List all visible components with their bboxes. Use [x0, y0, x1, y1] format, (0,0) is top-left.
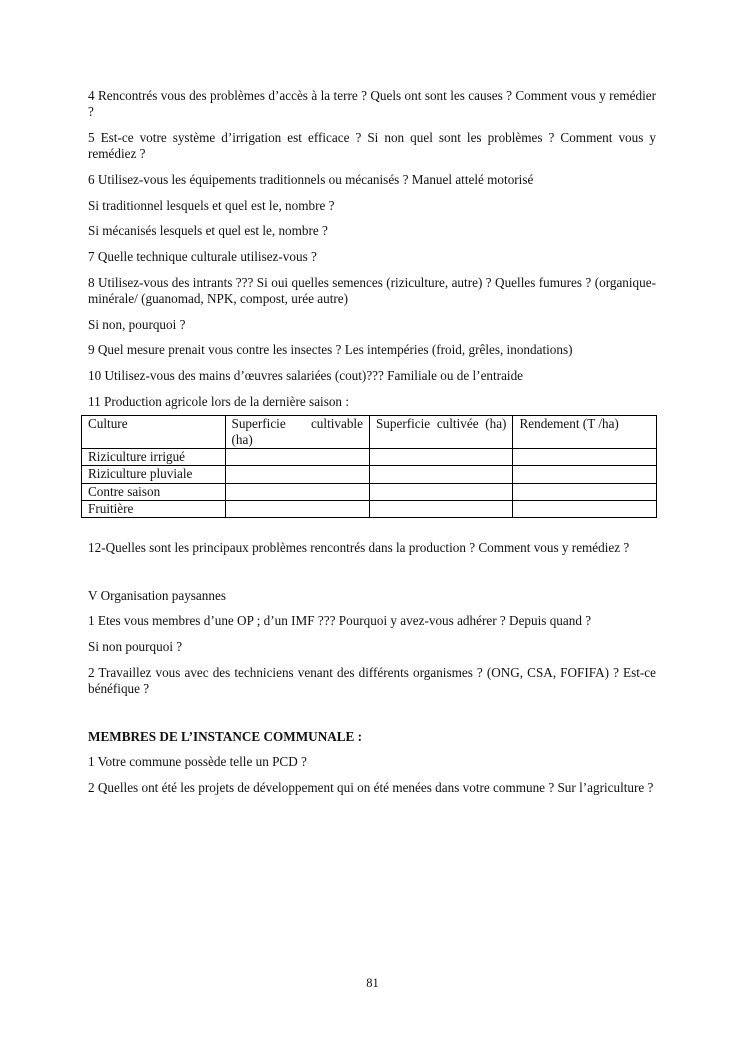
table-cell — [369, 483, 512, 500]
question-11: 11 Production agricole lors de la dernière saison : — [88, 393, 349, 409]
header-rendement: Rendement (T /ha) — [513, 415, 657, 448]
question-6-traditional: Si traditionnel lesquels et quel est le, nombre ? — [88, 197, 335, 213]
page-number: 81 — [366, 976, 379, 990]
question-6-mechanized: Si mécanisés lesquels et quel est le, nombre ? — [88, 223, 328, 239]
table-row — [82, 466, 657, 483]
section-v-title: V Organisation paysannes — [88, 587, 226, 603]
question-10: 10 Utilisez-vous des mains d’œuvres salariées (cout)??? Familiale ou de l’entraide — [88, 367, 524, 383]
table-cell — [513, 500, 657, 517]
row-label: Fruitière — [82, 500, 226, 517]
section-v-question-1: 1 Etes vous membres d’une OP ; d’un IMF ??? Pourquoi y avez-vous adhérer ? Depuis quand ? — [88, 613, 592, 629]
spacer — [88, 566, 656, 588]
table-cell — [225, 466, 369, 483]
commune-question-1: 1 Votre commune possède telle un PCD ? — [88, 754, 307, 770]
table-cell — [225, 483, 369, 500]
table-cell — [369, 466, 512, 483]
question-7: 7 Quelle technique culturale utilisez-vous ? — [88, 248, 317, 264]
section-commune-title: MEMBRES DE L’INSTANCE COMMUNALE : — [88, 728, 363, 744]
table-cell — [369, 500, 512, 517]
table-cell — [513, 483, 657, 500]
spacer — [88, 707, 656, 729]
question-6: 6 Utilisez-vous les équipements traditionnels ou mécanisés ? Manuel attelé motorisé — [88, 171, 534, 187]
document-page — [88, 88, 656, 806]
question-9: 9 Quel mesure prenait vous contre les insectes ? Les intempéries (froid, grêles, inondations) — [88, 342, 573, 358]
question-8: 8 Utilisez-vous des intrants ??? Si oui quelles semences (riziculture, autre) ? Quelles fumures ? (organique-minérale/ (guanomad, NPK, compost, urée autre) — [88, 274, 656, 306]
header-superficie-cultivee: Superficie cultivée (ha) — [369, 415, 512, 448]
row-label: Riziculture irrigué — [82, 449, 226, 466]
table-row — [82, 483, 657, 500]
table-header-row — [82, 415, 657, 448]
commune-question-2: 2 Quelles ont été les projets de développement qui on été menées dans votre commune ? Sur l’agriculture ? — [88, 780, 654, 796]
header-superficie-cultivable: Superficie cultivable (ha) — [225, 415, 369, 448]
row-label: Contre saison — [82, 483, 226, 500]
table-row — [82, 500, 657, 517]
question-12: 12-Quelles sont les principaux problèmes rencontrés dans la production ? Comment vous y remédiez ? — [88, 540, 630, 556]
section-v-question-2: 2 Travaillez vous avec des techniciens venant des différents organismes ? (ONG, CSA, FOFIFA) ? Est-ce bénéfique ? — [88, 664, 656, 697]
row-label: Riziculture pluviale — [82, 466, 226, 483]
question-8-no: Si non, pourquoi ? — [88, 316, 186, 332]
section-v-question-1-no: Si non pourquoi ? — [88, 639, 183, 655]
question-5: 5 Est-ce votre système d’irrigation est efficace ? Si non quel sont les problèmes ? Comment vous y remédiez ? — [88, 129, 656, 162]
header-culture: Culture — [82, 415, 226, 448]
table-cell — [225, 449, 369, 466]
production-table — [81, 415, 657, 518]
table-cell — [513, 449, 657, 466]
question-4: 4 Rencontrés vous des problèmes d’accès à la terre ? Quels ont sont les causes ? Comment vous y remédier ? — [88, 88, 656, 120]
table-cell — [369, 449, 512, 466]
table-cell — [225, 500, 369, 517]
table-cell — [513, 466, 657, 483]
table-row — [82, 449, 657, 466]
